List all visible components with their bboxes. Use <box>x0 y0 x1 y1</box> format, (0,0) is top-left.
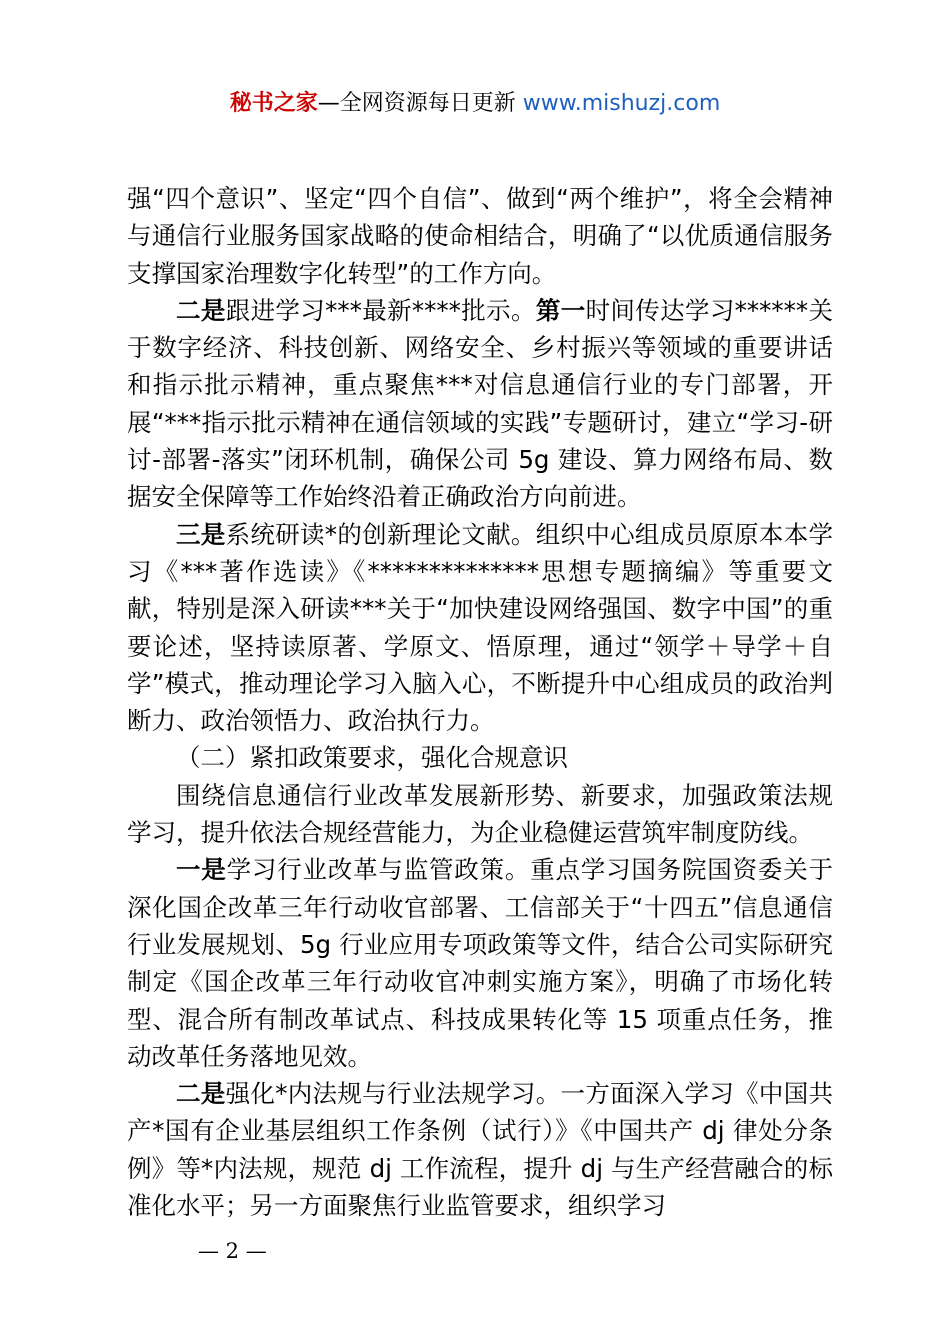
section-heading: （二）紧扣政策要求，强化合规意识 <box>176 743 568 773</box>
paragraph-item-second <box>127 292 833 516</box>
item-body: 时间传达学习******关于数字经济、科技创新、网络安全、乡村振兴等领域的重要讲话和指示批示精神，重点聚焦***对信息通信行业的专门部署，开展“***指示批示精神在通信领域的实践”专题研讨，建立“学习-研讨-部署-落实”闭环机制，确保公司 5g 建设、算力网络布局、数据安全保障等工作始终沿着正确政治方向前进。 <box>127 295 834 512</box>
item-lead: 二是 <box>176 295 226 325</box>
item-title: 跟进学习***最新****批示。 <box>225 295 536 325</box>
paragraph-intro: 围绕信息通信行业改革发展新形势、新要求，加强政策法规学习，提升依法合规经营能力，为企业稳健运营筑牢制度防线。 <box>127 780 833 848</box>
item-lead: 一是 <box>176 855 227 885</box>
paragraph-item-first <box>127 851 833 1075</box>
item-lead: 三是 <box>176 519 226 549</box>
paragraph-continuation: 强“四个意识”、坚定“四个自信”、做到“两个维护”，将全会精神与通信行业服务国家战略的使命相结合，明确了“以优质通信服务支撑国家治理数字化转型”的工作方向。 <box>127 184 833 288</box>
item-lead: 二是 <box>176 1079 226 1109</box>
paragraph-item-second-b <box>127 1075 833 1224</box>
banner-url[interactable]: www.mishuzj.com <box>522 91 721 116</box>
banner-tagline: 全网资源每日更新 <box>339 91 516 116</box>
item-body: 学习行业改革与监管政策。重点学习国务院国资委关于深化国企改革三年行动收官部署、工信部关于“十四五”信息通信行业发展规划、5g 行业应用专项政策等文件，结合公司实际研究制定《国企改革三年行动收官冲刺实施方案》，明确了市场化转型、混合所有制改革试点、科技成果转化等 15 项重点任务，推动改革任务落地见效。 <box>127 855 834 1071</box>
site-banner <box>0 88 950 120</box>
page-number: — 2 — <box>198 1239 267 1263</box>
paragraph-item-third <box>127 516 833 740</box>
banner-brand: 秘书之家 <box>229 91 318 116</box>
item-body: 强化*内法规与行业法规学习。一方面深入学习《中国共产*国有企业基层组织工作条例（试行）》《中国共产 dj 律处分条例》等*内法规，规范 dj 工作流程，提升 dj 与生产经营融合的标准化水平；另一方面聚焦行业监管要求，组织学习 <box>127 1079 834 1221</box>
document-body <box>127 180 833 1224</box>
banner-dash: — <box>317 91 340 116</box>
item-bold-word: 第一 <box>535 295 586 325</box>
item-body: 系统研读*的创新理论文献。组织中心组成员原原本本学习《***著作选读》《**************思想专题摘编》等重要文献，特别是深入研读***关于“加快建设网络强国、数字中国”的重要论述，坚持读原著、学原文、悟原理，通过“领学＋导学＋自学”模式，推动理论学习入脑入心，不断提升中心组成员的政治判断力、政治领悟力、政治执行力。 <box>127 519 834 736</box>
